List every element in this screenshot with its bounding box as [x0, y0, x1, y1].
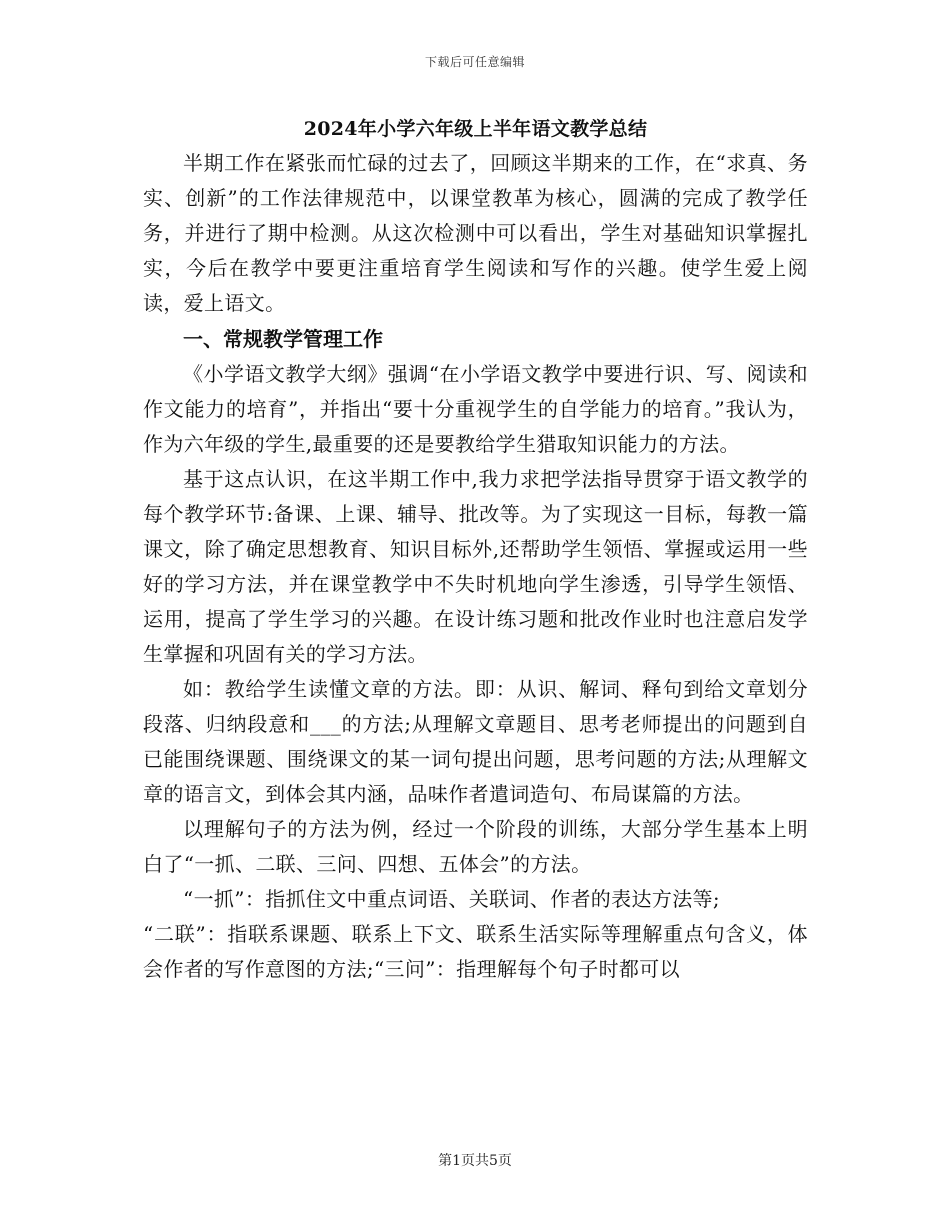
paragraph-syllabus: 《小学语文教学大纲》强调“在小学语文教学中要进行识、写、阅读和作文能力的培育”，并指出“要十分重视学生的自学能力的培育。”我认为，作为六年级的学生,最重要的还是要教给学生猎取知识能力的方法。 — [143, 362, 808, 456]
paragraph-sentence-understanding: 以理解句子的方法为例，经过一个阶段的训练，大部分学生基本上明白了“一抓、二联、三问、四想、五体会”的方法。 — [143, 817, 808, 876]
document-title: 2024年小学六年级上半年语文教学总结 — [303, 118, 648, 140]
section-heading-routine-teaching: 一、常规教学管理工作 — [183, 327, 383, 351]
page-header-note: 下载后可任意编辑 — [424, 55, 525, 69]
page-number: 第1页共5页 — [438, 1153, 512, 1169]
paragraph-step-one: “一抓”：指抓住文中重点词语、关联词、作者的表达方法等; — [183, 887, 720, 911]
document-body — [143, 112, 808, 987]
paragraph-reading-methods: 如：教给学生读懂文章的方法。即：从识、解词、释句到给文章划分段落、归纳段意和___的方法;从理解文章题目、思考老师提出的问题到自已能围绕课题、围绕课文的某一词句提出问题，思考问题的方法;从理解文章的语言文，到体会其内涵，品味作者遣词造句、布局谋篇的方法。 — [143, 677, 808, 806]
paragraph-intro: 半期工作在紧张而忙碌的过去了，回顾这半期来的工作，在“求真、务实、创新”的工作法律规范中，以课堂教革为核心，圆满的完成了教学任务，并进行了期中检测。从这次检测中可以看出，学生对基础知识掌握扎实，今后在教学中要更注重培育学生阅读和写作的兴趣。使学生爱上阅读，爱上语文。 — [143, 151, 808, 315]
paragraph-method-guidance: 基于这点认识，在这半期工作中,我力求把学法指导贯穿于语文教学的每个教学环节:备课、上课、辅导、批改等。为了实现这一目标，每教一篇课文，除了确定思想教育、知识目标外,还帮助学生领悟、掌握或运用一些好的学习方法，并在课堂教学中不失时机地向学生渗透，引导学生领悟、运用，提高了学生学习的兴趣。在设计练习题和批改作业时也注意启发学生掌握和巩固有关的学习方法。 — [143, 467, 808, 666]
paragraph-step-two-three: “二联”：指联系课题、联系上下文、联系生活实际等理解重点句含义，体会作者的写作意图的方法;“三问”：指理解每个句子时都可以 — [143, 922, 808, 981]
